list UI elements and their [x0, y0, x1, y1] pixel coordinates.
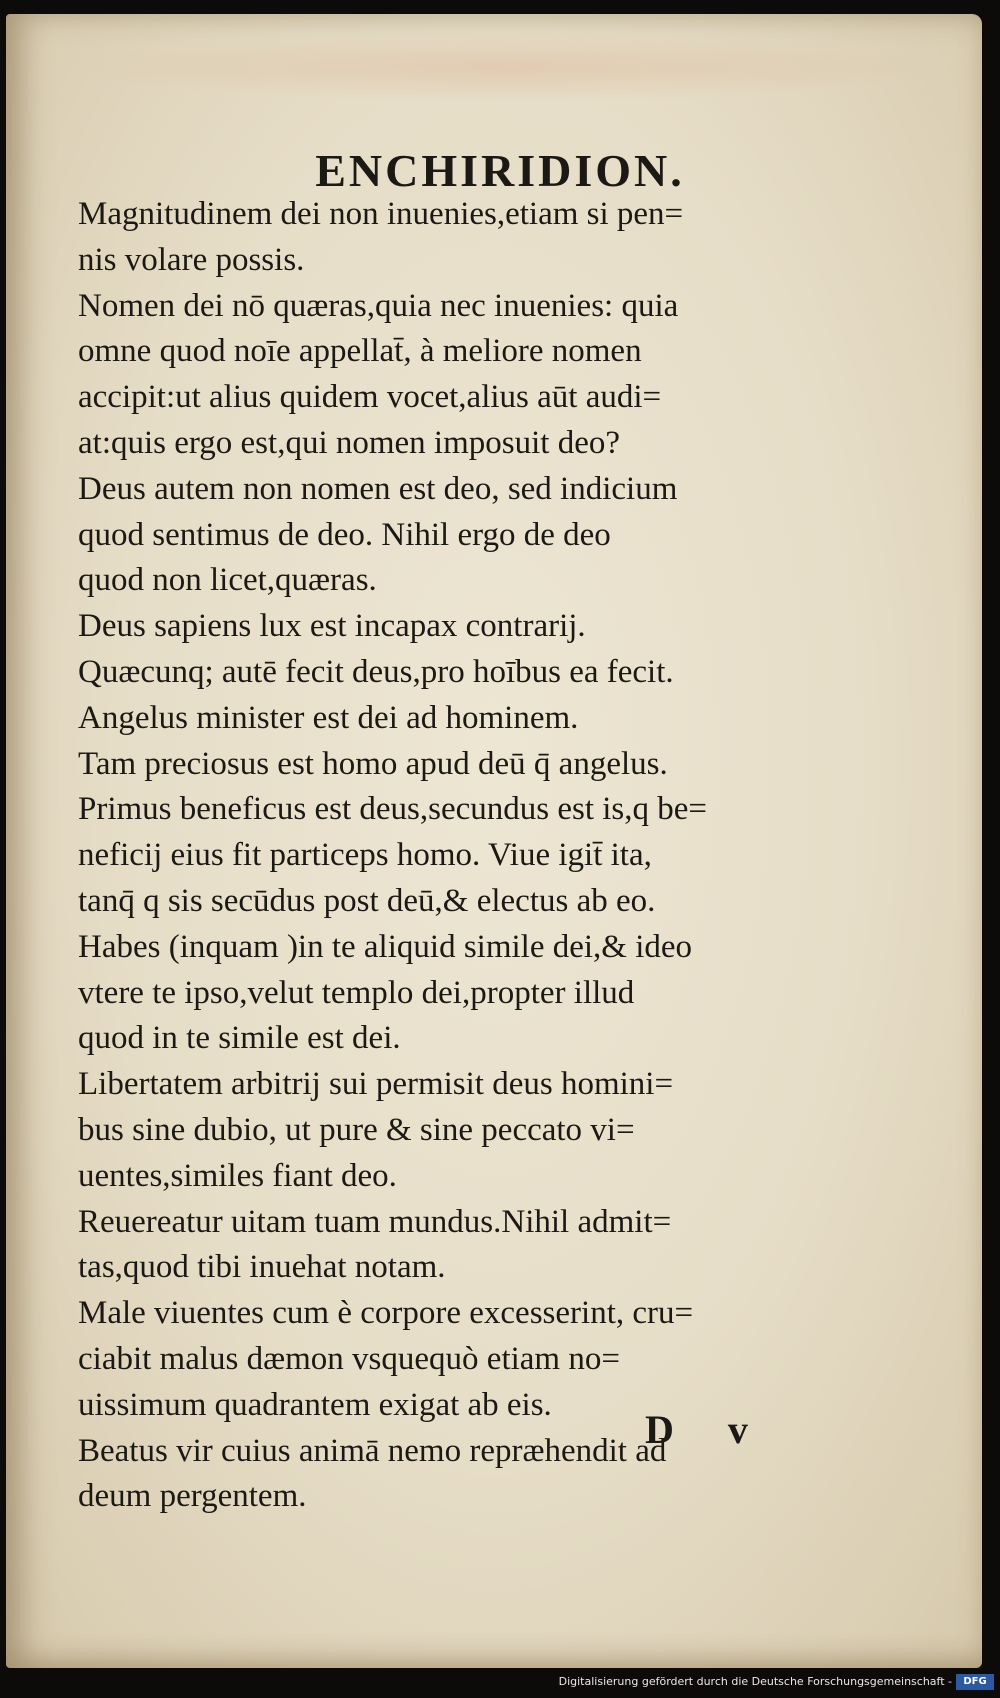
- text-line: Quæcunq; autē fecit deus,pro hoībus ea fecit.: [78, 653, 674, 690]
- text-line: Angelus minister est dei ad hominem.: [78, 699, 579, 736]
- text-entry: [78, 284, 848, 467]
- text-line: Nomen dei nō quæras,quia nec inuenies: quia: [78, 287, 679, 324]
- text-line: ciabit malus dæmon vsquequò etiam no=: [78, 1340, 620, 1377]
- text-line: vtere te ipso,velut templo dei,propter illud: [78, 974, 635, 1011]
- text-line: Deus sapiens lux est incapax contrarij.: [78, 608, 586, 645]
- catchword: D v: [645, 1407, 770, 1452]
- text-line: uentes,similes fiant deo.: [78, 1157, 397, 1194]
- running-header: ENCHIRIDION.: [315, 145, 685, 196]
- text-entry: [78, 925, 848, 1062]
- text-line: Primus beneficus est deus,secundus est is,q be=: [78, 791, 708, 828]
- text-line: Tam preciosus est homo apud deū q̄ angelus.: [78, 745, 668, 782]
- text-line: quod sentimus de deo. Nihil ergo de deo: [78, 516, 611, 553]
- text-entry: [78, 650, 848, 696]
- text-line: Habes (inquam )in te aliquid simile dei,& ideo: [78, 928, 693, 965]
- text-line: omne quod noīe appellat̄, à meliore nomen: [78, 333, 642, 370]
- text-line: tas,quod tibi inuehat notam.: [78, 1249, 446, 1286]
- text-entry: [78, 787, 848, 924]
- page-text: [78, 192, 848, 1520]
- text-entry: [78, 1062, 848, 1199]
- text-entry: [78, 192, 848, 284]
- text-line: bus sine dubio, ut pure & sine peccato vi=: [78, 1111, 635, 1148]
- text-line: Beatus vir cuius animā nemo repræhendit ad: [78, 1432, 667, 1469]
- text-line: deum pergentem.: [78, 1478, 307, 1515]
- text-line: nis volare possis.: [78, 241, 305, 278]
- text-line: Magnitudinem dei non inuenies,etiam si pen=: [78, 196, 684, 232]
- digitization-credit: Digitalisierung gefördert durch die Deutsche Forschungsgemeinschaft -: [558, 1675, 952, 1688]
- text-line: accipit:ut alius quidem vocet,alius aūt audi=: [78, 379, 662, 416]
- text-line: Male viuentes cum è corpore excesserint, cru=: [78, 1295, 694, 1332]
- text-line: quod in te simile est dei.: [78, 1020, 401, 1057]
- text-line: uissimum quadrantem exigat ab eis.: [78, 1386, 552, 1423]
- text-line: quod non licet,quæras.: [78, 562, 377, 599]
- text-line: tanq̄ q sis secūdus post deū,& electus ab eo.: [78, 882, 656, 919]
- text-line: Reuereatur uitam tuam mundus.Nihil admit=: [78, 1203, 672, 1240]
- page-stain: [66, 32, 946, 102]
- text-entry: [78, 696, 848, 742]
- text-entry: [78, 1200, 848, 1292]
- text-line: neficij eius fit particeps homo. Viue igit̄ ita,: [78, 837, 652, 874]
- text-line: at:quis ergo est,qui nomen imposuit deo?: [78, 424, 620, 461]
- text-entry: [78, 467, 848, 604]
- text-entry: [78, 604, 848, 650]
- text-line: Deus autem non nomen est deo, sed indicium: [78, 470, 678, 507]
- text-entry: [78, 742, 848, 788]
- dfg-logo: DFG: [956, 1674, 994, 1690]
- text-line: Libertatem arbitrij sui permisit deus homini=: [78, 1066, 674, 1103]
